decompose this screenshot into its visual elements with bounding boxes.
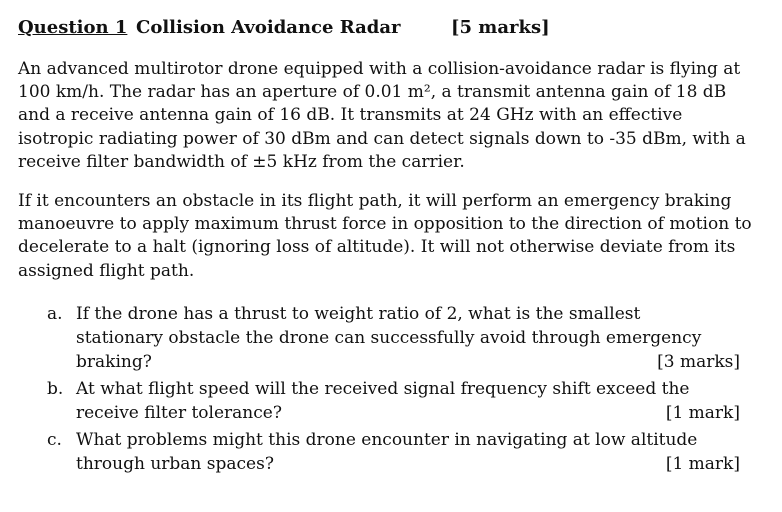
question-title: Collision Avoidance Radar — [136, 17, 401, 38]
scenario-paragraph: An advanced multirotor drone equipped with a collision-avoidance radar is flying at 100 km/h. The radar has an aperture of 0.01 m², a transmit antenna gain of 18 dB and a receive antenna gain of 16 dB. It transmits at 24 GHz with an effective isotropic radiating power of 30 dBm and can detect signals down to -35 dBm, with a receive filter bandwidth of ±5 kHz from the carrier. — [18, 59, 746, 172]
sub-question-marks: [3 marks] — [657, 352, 740, 372]
sub-question-marks: [1 mark] — [665, 403, 740, 423]
question-number: Question 1 — [18, 17, 128, 38]
sub-question-marks: [1 mark] — [665, 454, 740, 474]
sub-question-label: b. — [47, 379, 64, 399]
sub-question-text: What problems might this drone encounter in navigating at low altitude through urban spaces? — [76, 430, 698, 474]
sub-question-label: a. — [47, 304, 63, 324]
sub-question-label: c. — [47, 430, 62, 450]
sub-question-text: At what flight speed will the received signal frequency shift exceed the receive filter tolerance? — [76, 379, 690, 423]
question-header — [18, 14, 758, 42]
sub-question-text: If the drone has a thrust to weight ratio of 2, what is the smallest stationary obstacle the drone can successfully avoid through emergency braking? — [76, 304, 702, 372]
braking-paragraph: If it encounters an obstacle in its flight path, it will perform an emergency braking manoeuvre to apply maximum thrust force in opposition to the direction of motion to decelerate to a halt (ignoring loss of altitude). It will not otherwise deviate from its assigned flight path. — [18, 191, 752, 281]
question-marks: [5 marks] — [451, 17, 550, 38]
